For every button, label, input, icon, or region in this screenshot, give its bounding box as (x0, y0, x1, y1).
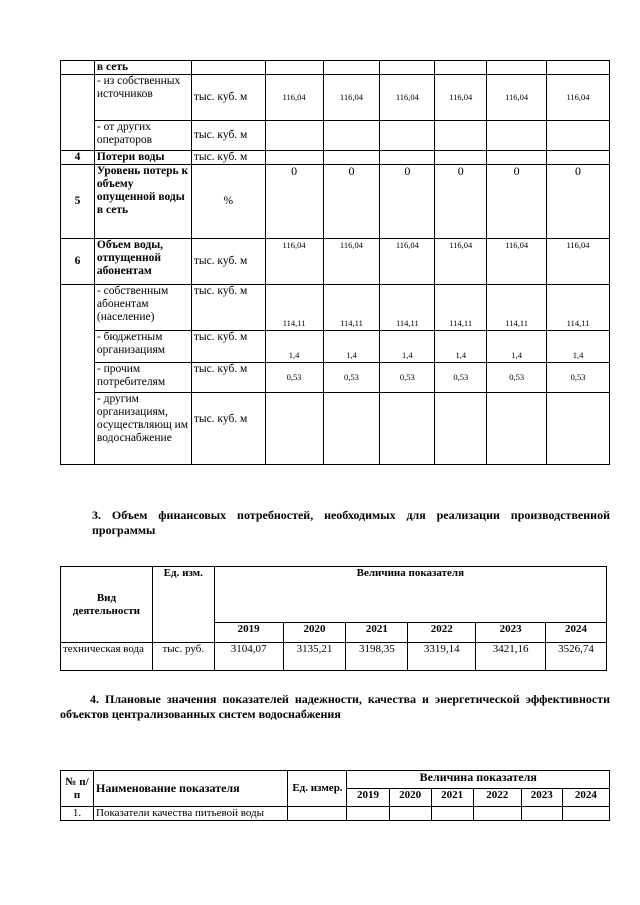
value-cell: 116,04 (380, 239, 435, 285)
table-row (61, 165, 610, 239)
year-header: 2023 (476, 623, 546, 643)
table-row (61, 121, 610, 151)
row-label: - из собственных источников (94, 75, 191, 121)
year-header: 2024 (546, 623, 607, 643)
value-cell: 116,04 (265, 239, 323, 285)
section-3-heading: 3. Объем финансовых потребностей, необходимых для реализации производственной программы (92, 508, 610, 537)
col-header-num: № п/п (61, 771, 94, 807)
value-cell: 1,4 (380, 331, 435, 363)
row-label: Потери воды (94, 151, 191, 165)
year-header: 2022 (473, 789, 521, 807)
table-row (61, 393, 610, 465)
unit-cell: тыс. куб. м (191, 151, 265, 165)
value-cell: 3319,14 (408, 643, 476, 671)
financial-needs-table (60, 566, 607, 671)
value-cell: 114,11 (380, 285, 435, 331)
table-row (61, 285, 610, 331)
value-cell: 116,04 (435, 239, 487, 285)
section-4-heading: 4. Плановые значения показателей надежности, качества и энергетической эффективности объектов централизованных систем водоснабжения (60, 692, 610, 721)
year-header: 2019 (214, 623, 283, 643)
col-header-unit: Ед. измер. (288, 771, 347, 807)
value-cell: 116,04 (435, 75, 487, 121)
row-number: 1. (61, 807, 94, 821)
unit-cell: тыс. куб. м (191, 121, 265, 151)
value-cell: 0,53 (487, 363, 547, 393)
year-header: 2024 (562, 789, 609, 807)
value-cell: 3421,16 (476, 643, 546, 671)
value-cell: 1,4 (265, 331, 323, 363)
unit-cell: тыс. куб. м (191, 75, 265, 121)
value-cell: 3198,35 (346, 643, 408, 671)
row-number: 5 (61, 165, 95, 239)
value-cell: 116,04 (487, 239, 547, 285)
row-number: 6 (61, 239, 95, 285)
value-cell: 114,11 (547, 285, 610, 331)
value-cell: 116,04 (265, 75, 323, 121)
row-label: - собственным абонентам (население) (94, 285, 191, 331)
unit-cell: % (191, 165, 265, 239)
row-label: - другим организациям, осуществляющ им водоснабжение (94, 393, 191, 465)
value-cell: 1,4 (487, 331, 547, 363)
value-cell: 1,4 (547, 331, 610, 363)
value-cell: 114,11 (435, 285, 487, 331)
value-cell: 114,11 (487, 285, 547, 331)
table-row (61, 61, 610, 75)
year-header: 2023 (521, 789, 562, 807)
value-cell: 114,11 (323, 285, 380, 331)
table-header-row (61, 567, 607, 623)
value-cell: 0 (380, 165, 435, 239)
year-header: 2021 (346, 623, 408, 643)
table-row (61, 239, 610, 285)
col-header-value: Величина показателя (347, 771, 610, 789)
table-row (61, 807, 610, 821)
value-cell: 116,04 (323, 75, 380, 121)
row-label: - бюджетным организациям (94, 331, 191, 363)
value-cell: 0 (323, 165, 380, 239)
row-label: Показатели качества питьевой воды (94, 807, 288, 821)
year-header: 2021 (431, 789, 473, 807)
col-header-unit: Ед. изм. (152, 567, 214, 643)
year-header: 2022 (408, 623, 476, 643)
row-label: Объем воды, отпущенной абонентам (94, 239, 191, 285)
unit-cell: тыс. руб. (152, 643, 214, 671)
table-row (61, 331, 610, 363)
value-cell: 0 (487, 165, 547, 239)
value-cell: 0,53 (380, 363, 435, 393)
value-cell: 0,53 (323, 363, 380, 393)
value-cell: 0 (265, 165, 323, 239)
year-header: 2020 (283, 623, 346, 643)
row-label: в сеть (94, 61, 191, 75)
value-cell: 0,53 (435, 363, 487, 393)
value-cell: 1,4 (435, 331, 487, 363)
row-number: 4 (61, 151, 95, 165)
col-header-activity: Вид деятельности (61, 567, 153, 643)
col-header-value: Величина показателя (214, 567, 606, 623)
value-cell: 1,4 (323, 331, 380, 363)
table-row (61, 363, 610, 393)
row-label: Уровень потерь к объему опущенной воды в сеть (94, 165, 191, 239)
value-cell: 0 (547, 165, 610, 239)
value-cell: 3135,21 (283, 643, 346, 671)
value-cell: 3104,07 (214, 643, 283, 671)
unit-cell: тыс. куб. м (191, 239, 265, 285)
row-label: - от других операторов (94, 121, 191, 151)
activity-cell: техническая вода (61, 643, 153, 671)
col-header-name: Наименование показателя (94, 771, 288, 807)
row-label: - прочим потребителям (94, 363, 191, 393)
value-cell: 116,04 (487, 75, 547, 121)
table-row (61, 151, 610, 165)
unit-cell: тыс. куб. м (191, 393, 265, 465)
unit-cell: тыс. куб. м (191, 331, 265, 363)
water-balance-table (60, 60, 610, 465)
value-cell: 116,04 (547, 239, 610, 285)
year-header: 2019 (347, 789, 389, 807)
value-cell: 114,11 (265, 285, 323, 331)
table-header-row (61, 771, 610, 789)
value-cell: 0 (435, 165, 487, 239)
year-header: 2020 (389, 789, 431, 807)
indicators-table (60, 770, 610, 821)
table-row (61, 643, 607, 671)
value-cell: 0,53 (547, 363, 610, 393)
table-row (61, 75, 610, 121)
unit-cell: тыс. куб. м (191, 363, 265, 393)
value-cell: 0,53 (265, 363, 323, 393)
value-cell: 116,04 (323, 239, 380, 285)
value-cell: 116,04 (380, 75, 435, 121)
value-cell: 3526,74 (546, 643, 607, 671)
value-cell: 116,04 (547, 75, 610, 121)
unit-cell: тыс. куб. м (191, 285, 265, 331)
